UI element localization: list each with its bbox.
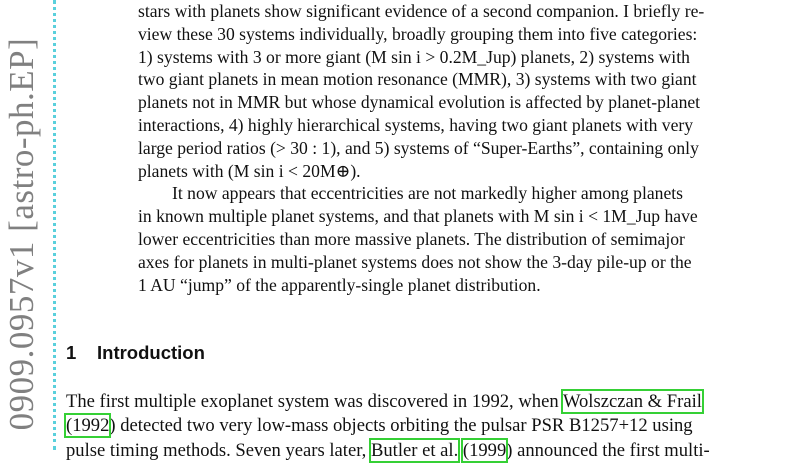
abstract-line: lower eccentricities than more massive planets. The distribution of semimajor [138,228,685,249]
abstract-line: It now appears that eccentricities are not markedly higher among planets [172,183,684,204]
citation-link[interactable]: Wolszczan & Frail [562,391,702,412]
margin-dotted-line [53,0,56,450]
abstract-line: large period ratios (> 30 : 1), and 5) systems of “Super-Earths”, containing only [138,137,699,158]
section-heading [66,342,205,364]
intro-line [66,414,800,438]
intro-text: The first multiple exoplanet system was discovered in 1992, when [66,391,563,412]
introduction-text [66,390,800,463]
abstract-line: 1) systems with 3 or more giant (M sin i > 0.2M_Jup) planets, 2) systems with [138,46,690,67]
abstract [138,0,798,296]
citation-year-link[interactable]: (1992 [66,415,110,437]
abstract-line: two giant planets in mean motion resonance (MMR), 3) systems with two giant [138,69,697,90]
abstract-line: view these 30 systems individually, broadly grouping them into five categories: [138,23,698,44]
abstract-line: planets not in MMR but whose dynamical evolution is affected by planet-planet [138,92,701,113]
abstract-paragraph-1 [138,0,798,182]
intro-text: ) detected two very low-mass objects orbiting the pulsar PSR B1257+12 using [109,415,693,437]
arxiv-identifier: 0909.0957v1 [astro-ph.EP] [2,37,41,431]
intro-text: pulse timing methods. Seven years later, [66,439,371,461]
intro-text: ) announced the first multi- [506,439,710,461]
intro-line [66,439,800,463]
abstract-line: in known multiple planet systems, and that planets with M sin i < 1M_Jup have [138,206,698,227]
abstract-paragraph-2 [138,182,798,296]
abstract-line: interactions, 4) highly hierarchical systems, having two giant planets with very [138,114,694,135]
abstract-line: stars with planets show significant evidence of a second companion. I briefly re- [138,1,705,21]
section-number: 1 [66,342,77,363]
abstract-line: planets with (M sin i < 20M⊕). [138,160,361,181]
citation-link[interactable]: Butler et al. [370,439,459,461]
abstract-line: axes for planets in multi-planet systems does not show the 3-day pile-up or the [138,251,692,272]
citation-year-link[interactable]: (1999 [462,439,507,461]
intro-line [66,390,800,414]
section-title: Introduction [97,342,205,363]
abstract-line: 1 AU “jump” of the apparently-single planet distribution. [138,274,541,295]
intro-paragraph [66,390,800,463]
